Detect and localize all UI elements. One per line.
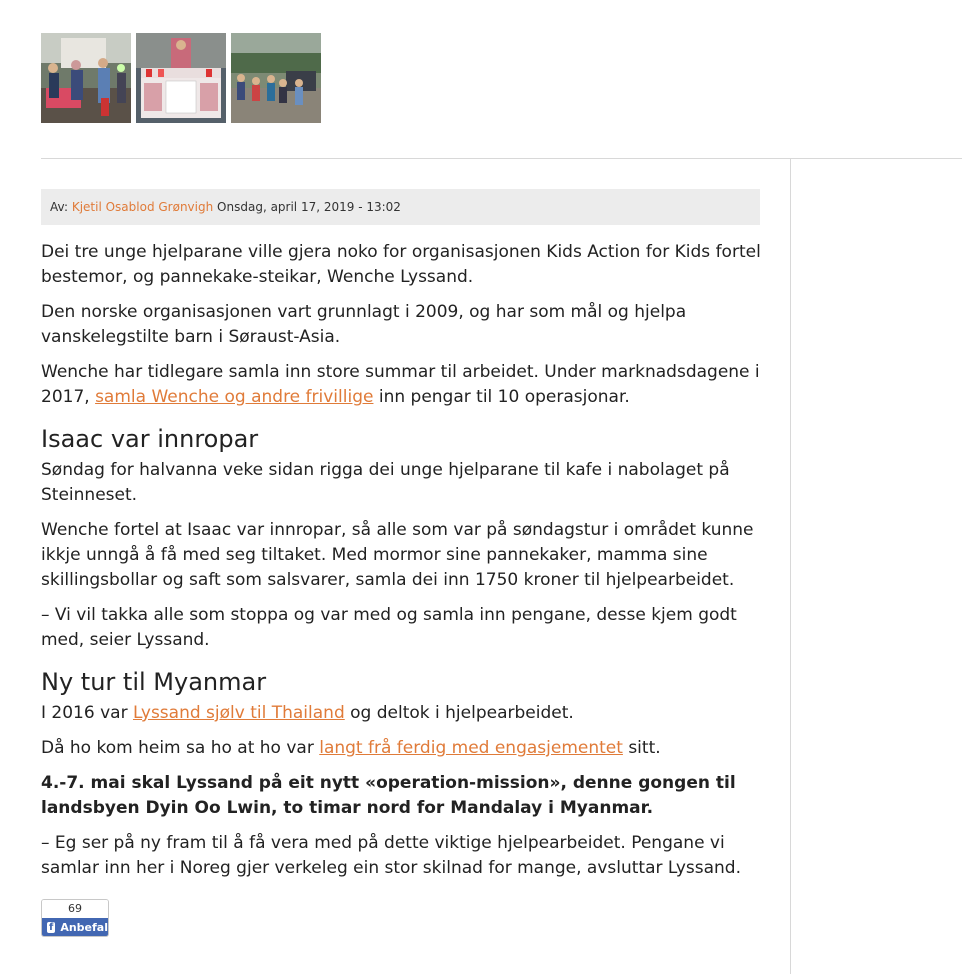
article-paragraph: Den norske organisasjonen vart grunnlagt i 2009, og har som mål og hjelpa vanskelegstilte barn i Søraust-Asia. [41,302,687,347]
article-paragraph: Wenche fortel at Isaac var innropar, så alle som var på søndagstur i området kunne ikkje unngå å få med seg tiltaket. Med mormor sine pannekaker, mamma sine skillingsbollar og saft som salsvarer, samla dei inn 1750 kroner til hjelpearbeidet. [41,520,754,590]
publish-date: Onsdag, april 17, 2019 - 13:02 [217,200,401,214]
section-heading-isaac: Isaac var innropar [41,425,259,453]
thailand-link[interactable]: Lyssand sjølv til Thailand [132,703,345,723]
section-heading-myanmar: Ny tur til Myanmar [41,668,267,696]
like-count: 69 [42,900,108,918]
paragraph-text: sitt. [622,738,661,758]
content-divider [41,158,962,159]
author-link[interactable]: Kjetil Osablod Grønvigh [71,200,214,214]
article-paragraph: Søndag for halvanna veke sidan rigga dei unge hjelparane til kafe i nabolaget på Steinneset. [41,460,730,505]
article-paragraph: – Vi vil takka alle som stoppa og var med og samla inn pengane, desse kjem godt med, seier Lyssand. [41,605,737,650]
article-paragraph [41,360,766,410]
samla-wenche-link[interactable]: samla Wenche og andre frivillige [95,387,374,407]
facebook-like-widget[interactable] [41,899,109,937]
gallery-thumbnail-2[interactable] [136,33,226,123]
paragraph-text: inn pengar til 10 operasjonar. [373,387,630,407]
article-paragraph [41,701,766,726]
engasjement-link[interactable]: langt frå ferdig med engasjementet [319,738,623,758]
photo-thumbnail-2 [136,33,226,123]
article-byline [41,189,760,225]
article-paragraph: Dei tre unge hjelparane ville gjera noko for organisasjonen Kids Action for Kids fortel bestemor, og pannekake-steikar, Wenche Lyssand. [41,242,761,287]
byline-prefix: Av: [50,200,68,214]
article-paragraph-bold: 4.-7. mai skal Lyssand på eit nytt «operation-mission», denne gongen til landsbyen Dyin Oo Lwin, to timar nord for Mandalay i Myanmar. [41,773,736,818]
article-paragraph: – Eg ser på ny fram til å få vera med på dette viktige hjelpearbeidet. Pengane vi samlar inn her i Noreg gjer verkeleg ein stor skilnad for mange, avsluttar Lyssand. [41,833,741,878]
paragraph-text: Wenche har tidlegare samla inn store summar til arbeidet. Under marknadsdagene i 2017, [41,362,760,407]
facebook-icon: f [48,921,54,933]
recommend-label: Anbefal [60,920,108,934]
paragraph-text: I 2016 var [41,703,133,723]
photo-thumbnail-3 [231,33,321,123]
photo-gallery [41,33,326,123]
article-body [41,240,766,891]
facebook-recommend-button[interactable] [42,918,108,936]
gallery-thumbnail-1[interactable] [41,33,131,123]
gallery-thumbnail-3[interactable] [231,33,321,123]
photo-thumbnail-1 [41,33,131,123]
article-paragraph [41,736,766,761]
paragraph-text: Då ho kom heim sa ho at ho var [41,738,320,758]
sidebar-divider [790,159,791,974]
paragraph-text: og deltok i hjelpearbeidet. [344,703,574,723]
